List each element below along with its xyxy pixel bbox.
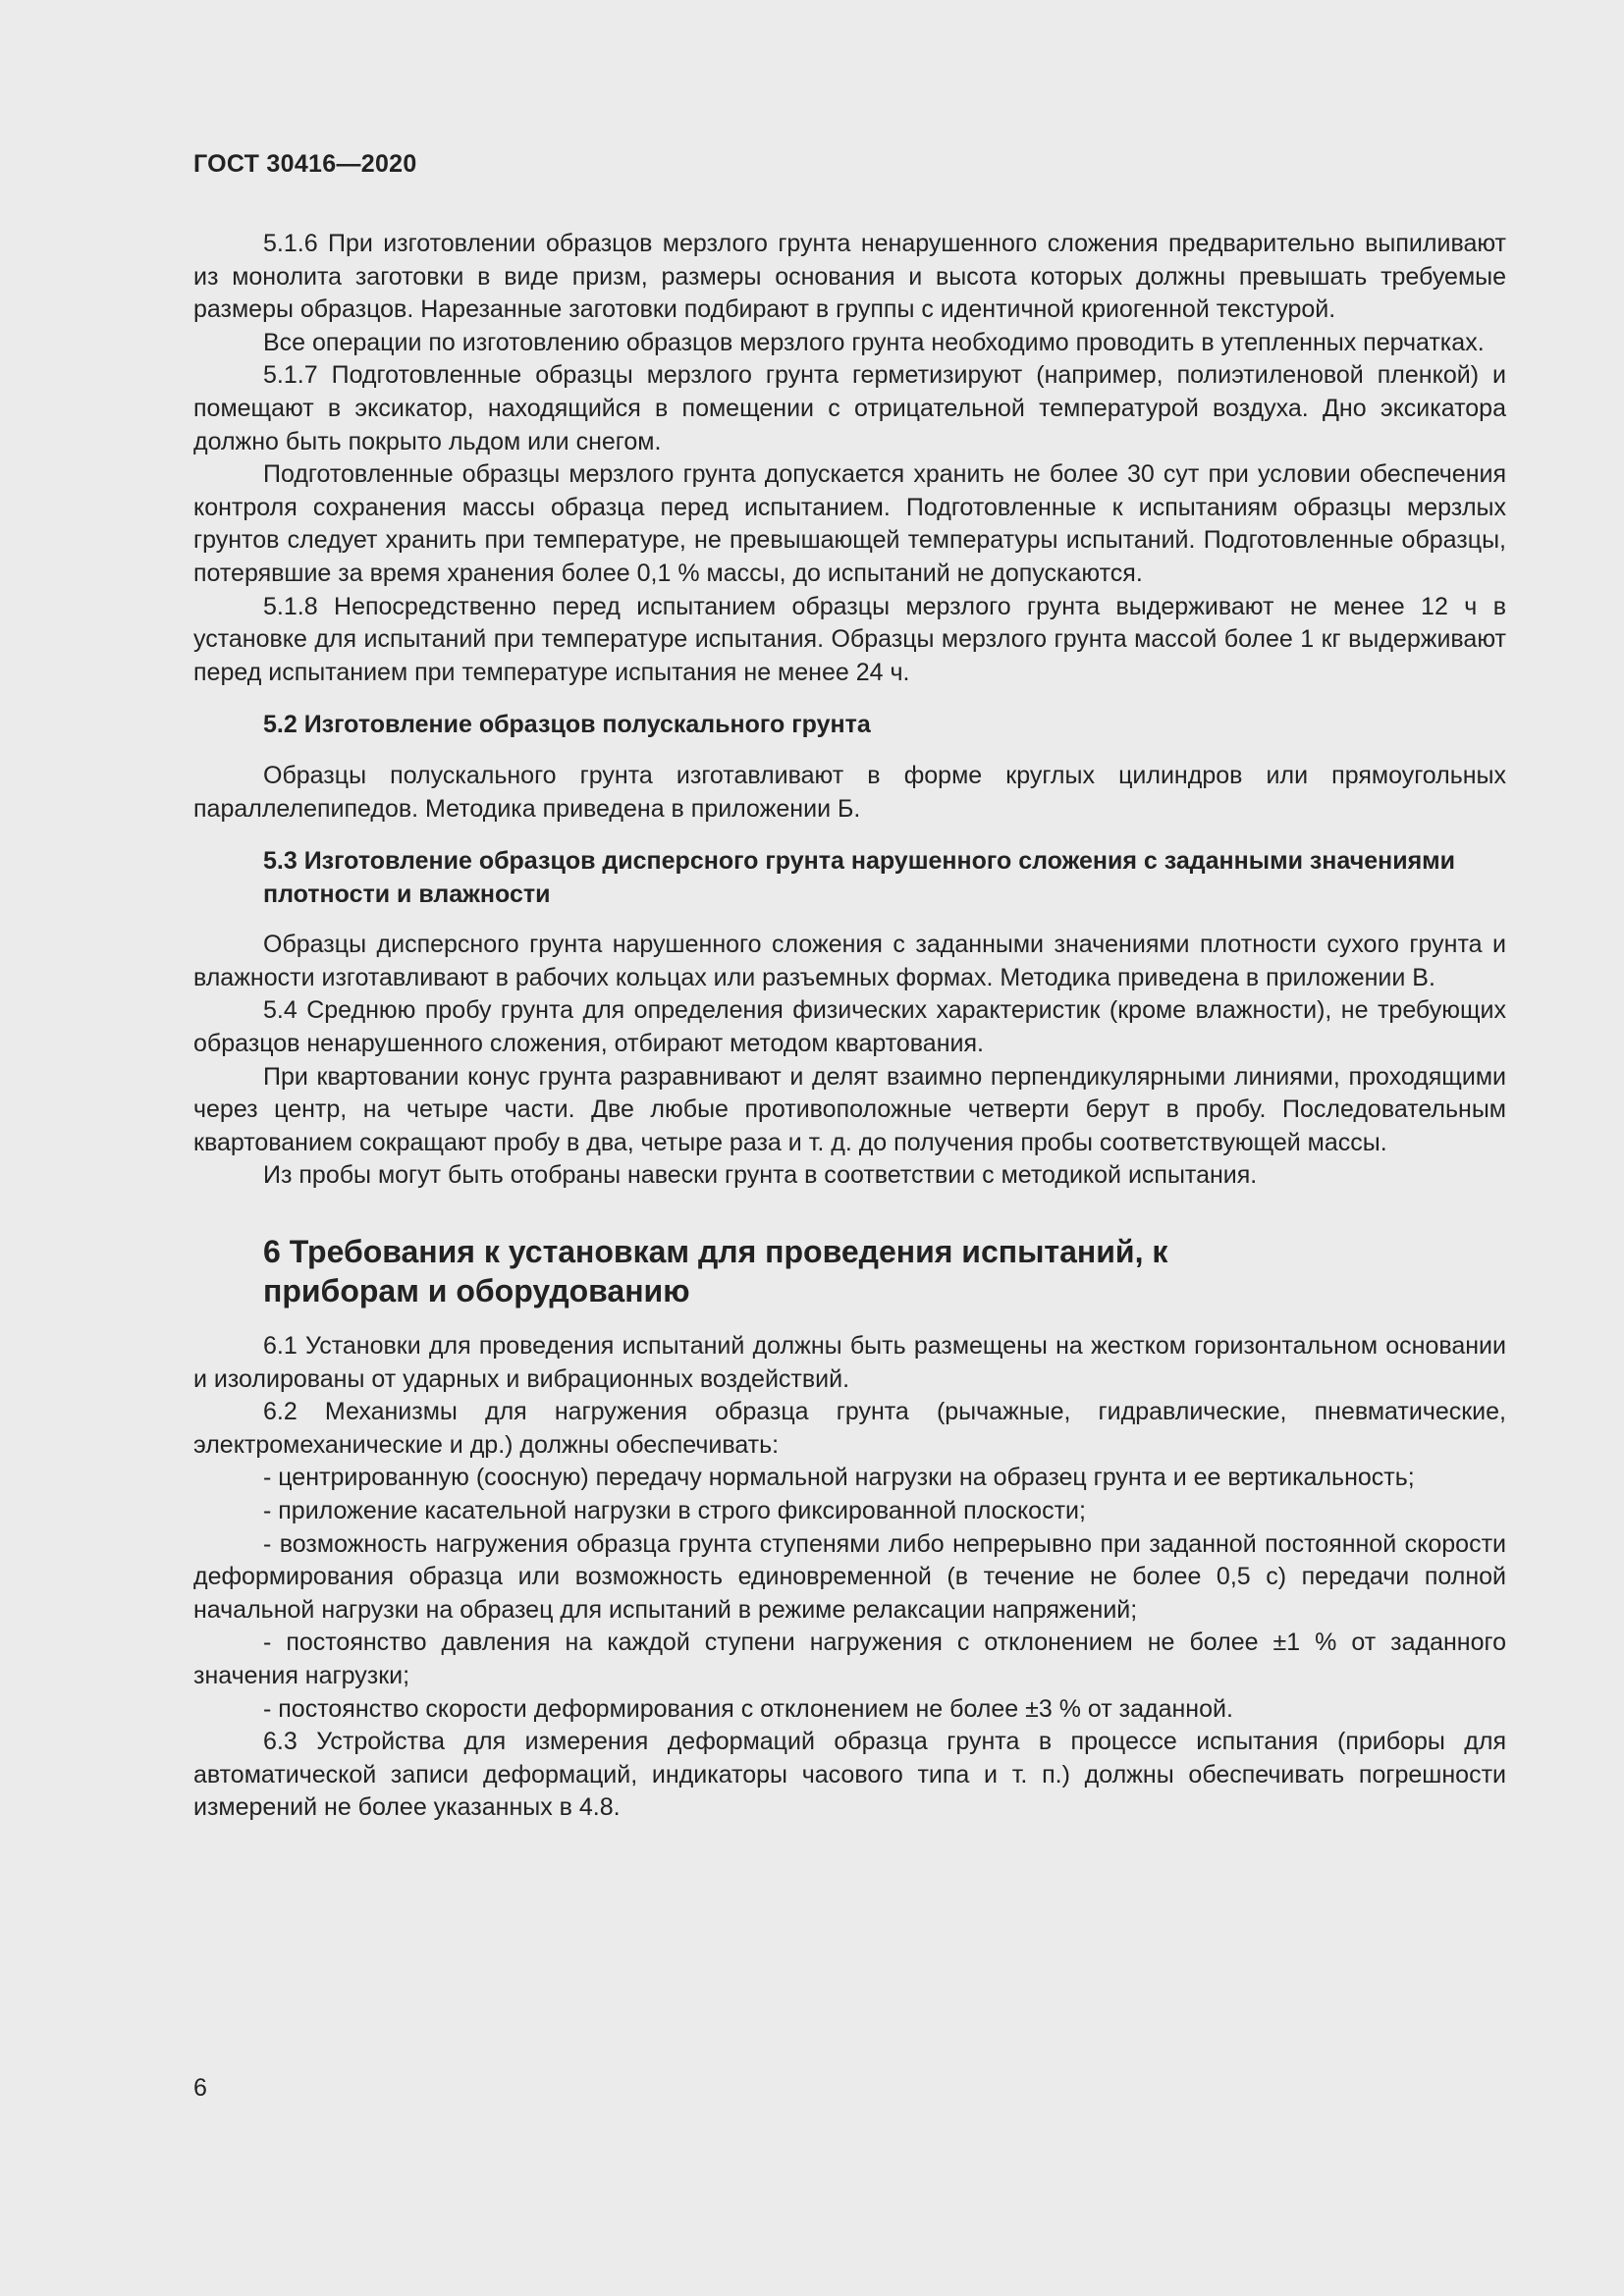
paragraph-5-2: Образцы полускального грунта изготавливают в форме круглых цилиндров или прямоугольных параллелепипедов. Методика приведена в приложении Б. bbox=[193, 761, 1506, 823]
paragraph-5-1-6: 5.1.6 При изготовлении образцов мерзлого грунта ненарушенного сложения предварительно выпиливают из монолита заготовки в виде призм, размеры основания и высота которых должны превышать требуемые размеры образцов. Нарезанные заготовки подбирают в группы с идентичной криогенной текстурой. bbox=[193, 230, 1506, 324]
list-item-tangential-load: - приложение касательной нагрузки в строго фиксированной плоскости; bbox=[263, 1497, 1086, 1524]
paragraph-5-4-quartering: При квартовании конус грунта разравнивают и делят взаимно перпендикулярными линиями, проходящими через центр, на четыре части. Две любые противоположные четверти берут в пробу. Последовательным квартованием сокращают пробу в два, четыре раза и т. д. до получения пробы соответствующей массы. bbox=[193, 1062, 1506, 1156]
paragraph-5-4-samples: Из пробы могут быть отобраны навески грунта в соответствии с методикой испытания. bbox=[263, 1161, 1258, 1190]
document-header: ГОСТ 30416—2020 bbox=[193, 150, 417, 178]
heading-5-2: 5.2 Изготовление образцов полускального грунта bbox=[263, 711, 871, 739]
paragraph-5-3: Образцы дисперсного грунта нарушенного сложения с заданными значениями плотности сухого грунта и влажности изготавливают в рабочих кольцах или разъемных формах. Методика приведена в приложении В. bbox=[193, 931, 1506, 991]
paragraph-6-1: 6.1 Установки для проведения испытаний должны быть размещены на жестком горизонтальном основании и изолированы от ударных и вибрационных воздействий. bbox=[193, 1332, 1506, 1393]
document-page bbox=[193, 147, 1506, 1825]
list-item-loading-steps: - возможность нагружения образца грунта ступенями либо непрерывно при заданной постоянной скорости деформирования образца или возможность единовременной (в течение не более 0,5 с) передачи полной начальной нагрузки на образец для испытаний в режиме релаксации напряжений; bbox=[193, 1529, 1506, 1624]
heading-section-6: 6 Требования к установкам для проведения испытаний, к приборам и оборудованию bbox=[263, 1234, 1168, 1309]
list-item-centering: - центрированную (соосную) передачу нормальной нагрузки на образец грунта и ее вертикальность; bbox=[263, 1464, 1415, 1492]
paragraph-5-4: 5.4 Среднюю пробу грунта для определения физических характеристик (кроме влажности), не требующих образцов ненарушенного сложения, отбирают методом квартования. bbox=[193, 996, 1506, 1058]
page-number: 6 bbox=[193, 2074, 207, 2102]
list-item-deformation-rate: - постоянство скорости деформирования с отклонением не более ±3 % от заданной. bbox=[263, 1694, 1233, 1723]
heading-5-3: 5.3 Изготовление образцов дисперсного грунта нарушенного сложения с заданными значениями плотности и влажности bbox=[263, 847, 1456, 908]
paragraph-6-2: 6.2 Механизмы для нагружения образца грунта (рычажные, гидравлические, пневматические, электромеханические и др.) должны обеспечивать: bbox=[193, 1398, 1506, 1459]
paragraph-5-1-7-storage: Подготовленные образцы мерзлого грунта допускается хранить не более 30 сут при условии обеспечения контроля сохранения массы образца перед испытанием. Подготовленные к испытаниям образцы мерзлых грунтов следует хранить при температуре, не превышающей температуры испытаний. Подготовленные образцы, потерявшие за время хранения более 0,1 % массы, до испытаний не допускаются. bbox=[193, 460, 1506, 587]
list-item-pressure-constancy: - постоянство давления на каждой ступени нагружения с отклонением не более ±1 % от заданного значения нагрузки; bbox=[193, 1629, 1506, 1689]
paragraph-5-1-6-gloves: Все операции по изготовлению образцов мерзлого грунта необходимо проводить в утепленных перчатках. bbox=[263, 328, 1485, 356]
paragraph-5-1-8: 5.1.8 Непосредственно перед испытанием образцы мерзлого грунта выдерживают не менее 12 ч в установке для испытаний при температуре испытания. Образцы мерзлого грунта массой более 1 кг выдерживают перед испытанием при температуре испытания не менее 24 ч. bbox=[193, 592, 1506, 686]
paragraph-5-1-7: 5.1.7 Подготовленные образцы мерзлого грунта герметизируют (например, полиэтиленовой пленкой) и помещают в эксикатор, находящийся в помещении с отрицательной температурой воздуха. Дно эксикатора должно быть покрыто льдом или снегом. bbox=[193, 361, 1506, 455]
paragraph-6-3: 6.3 Устройства для измерения деформаций образца грунта в процессе испытания (приборы для автоматической записи деформаций, индикаторы часового типа и т. п.) должны обеспечивать погрешности измерений не более указанных в 4.8. bbox=[193, 1728, 1506, 1822]
